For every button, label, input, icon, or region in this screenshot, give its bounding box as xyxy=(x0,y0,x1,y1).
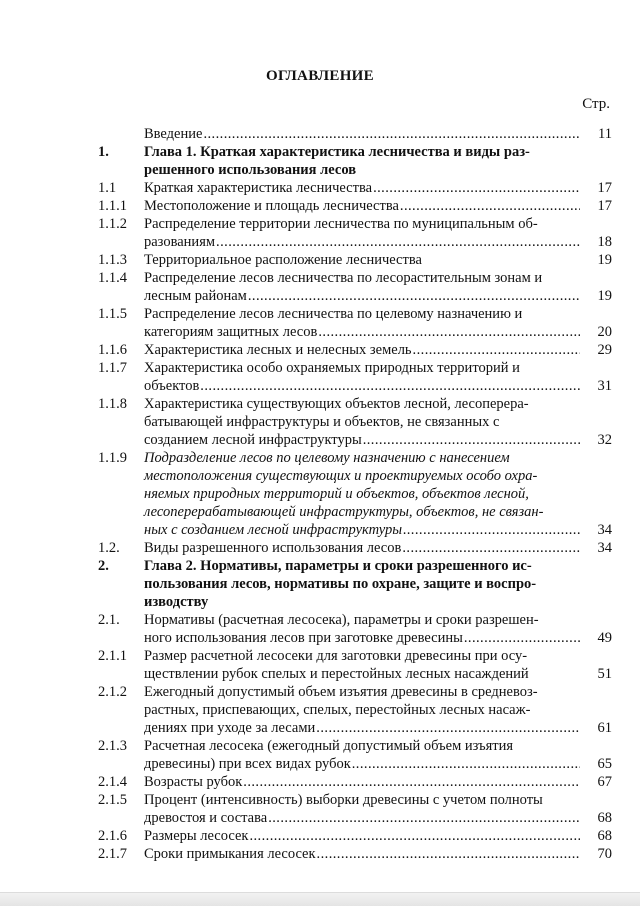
toc-entry-line: решенного использования лесов xyxy=(144,162,357,178)
toc-entry-line: няемых природных территорий и объектов, объектов лесной, xyxy=(144,486,529,502)
toc-entry-page: 29 xyxy=(597,342,612,358)
toc-entry-line: Краткая характеристика лесничества . . . xyxy=(144,179,580,197)
toc-entry-line: ного использования лесов при заготовке древесины . . . xyxy=(144,629,580,647)
toc-entry-page: 65 xyxy=(597,756,612,772)
toc-entry-title xyxy=(144,845,586,863)
dot-leader xyxy=(318,323,580,341)
toc-entry-title xyxy=(144,611,586,647)
toc-entry-title xyxy=(144,143,586,179)
toc-entry-title xyxy=(144,215,586,251)
toc-entry-line: Ежегодный допустимый объем изъятия древесины в средневоз- xyxy=(144,684,538,700)
toc-entry[interactable] xyxy=(98,737,612,773)
dot-leader xyxy=(249,827,580,845)
toc-entry-number: 2. xyxy=(98,558,109,574)
toc-entry-title xyxy=(144,341,586,359)
page-column-header: Стр. xyxy=(582,96,610,112)
toc-entry-number: 2.1.2 xyxy=(98,684,127,700)
toc-entry-line: древостоя и состава . . . xyxy=(144,809,580,827)
toc-entry[interactable] xyxy=(98,179,612,197)
toc-entry-title xyxy=(144,539,586,557)
toc-entry-title xyxy=(144,683,586,737)
toc-entry-line: местоположения существующих и проектируемых особо охра- xyxy=(144,468,538,484)
toc-entry-page: 68 xyxy=(597,828,612,844)
dot-leader xyxy=(216,233,580,251)
toc-entry-line: Процент (интенсивность) выборки древесины с учетом полноты xyxy=(144,792,543,808)
toc-entry-line: Территориальное расположение лесничества xyxy=(144,252,422,268)
toc-entry-line: Возрасты рубок . . . xyxy=(144,773,580,791)
toc-entry-page: 20 xyxy=(597,324,612,340)
toc-entry-line: ных с созданием лесной инфраструктуры . . . xyxy=(144,521,580,539)
toc-entry-number: 2.1.1 xyxy=(98,648,127,664)
toc-entry-number: 2.1.4 xyxy=(98,774,127,790)
toc-entry-title xyxy=(144,395,586,449)
toc-entry-page: 49 xyxy=(597,630,612,646)
toc-entry[interactable] xyxy=(98,449,612,539)
toc-entry-line: созданием лесной инфраструктуры . . . xyxy=(144,431,580,449)
toc-entry-title xyxy=(144,737,586,773)
toc-entry-title xyxy=(144,449,586,539)
toc-entry-page: 32 xyxy=(597,432,612,448)
toc-entry-number: 1.1.8 xyxy=(98,396,127,412)
toc-entry-title xyxy=(144,269,586,305)
toc-entry-title xyxy=(144,251,586,269)
toc-entry-line: древесины) при всех видах рубок . . . xyxy=(144,755,580,773)
toc-entry-page: 67 xyxy=(597,774,612,790)
dot-leader xyxy=(400,197,580,215)
toc-entry-line: Распределение лесов лесничества по целевому назначению и xyxy=(144,306,523,322)
toc-entry-page: 31 xyxy=(597,378,612,394)
toc-entry-line: пользования лесов, нормативы по охране, защите и воспро- xyxy=(144,576,537,592)
toc-entry-line: категориям защитных лесов . . . xyxy=(144,323,580,341)
dot-leader xyxy=(403,521,580,539)
toc-entry-page: 19 xyxy=(597,252,612,268)
toc-entry-line: ществлении рубок спелых и перестойных лесных насаждений xyxy=(144,666,529,682)
page-title: ОГЛАВЛЕНИЕ xyxy=(266,68,374,85)
toc-entry-page: 19 xyxy=(597,288,612,304)
toc-entry[interactable] xyxy=(98,341,612,359)
toc-entry[interactable] xyxy=(98,359,612,395)
toc-entry-line: разованиям . . . xyxy=(144,233,580,251)
toc-entry-line: Сроки примыкания лесосек . . . xyxy=(144,845,580,863)
toc-entry-number: 1.2. xyxy=(98,540,120,556)
toc-entry-title xyxy=(144,305,586,341)
toc-entry[interactable] xyxy=(98,845,612,863)
toc-entry-page: 34 xyxy=(597,522,612,538)
toc-entry[interactable] xyxy=(98,197,612,215)
toc-entry-title xyxy=(144,791,586,827)
toc-entry-line: Размеры лесосек . . . xyxy=(144,827,580,845)
dot-leader xyxy=(243,773,580,791)
dot-leader xyxy=(373,179,580,197)
toc-entry-title xyxy=(144,197,586,215)
dot-leader xyxy=(352,755,580,773)
toc-entry-line: Глава 1. Краткая характеристика лесничества и виды раз- xyxy=(144,144,530,160)
toc-entry-number: 2.1.7 xyxy=(98,846,127,862)
toc-entry-line: Характеристика существующих объектов лесной, лесоперера- xyxy=(144,396,529,412)
toc-entry[interactable] xyxy=(98,791,612,827)
toc-entry-number: 1.1.5 xyxy=(98,306,127,322)
toc-entry-line: лесоперерабатывающей инфраструктуры, объектов, не связан- xyxy=(144,504,544,520)
toc-entry-page: 61 xyxy=(597,720,612,736)
toc-entry-number: 1.1.3 xyxy=(98,252,127,268)
toc-entry-number: 1.1.1 xyxy=(98,198,127,214)
toc-entry-line: Распределение лесов лесничества по лесорастительным зонам и xyxy=(144,270,543,286)
toc-entry-number: 1.1.4 xyxy=(98,270,127,286)
toc-entry-page: 11 xyxy=(598,126,612,142)
toc-entry-number: 1.1.7 xyxy=(98,360,127,376)
toc-entry-line: дениях при уходе за лесами . . . xyxy=(144,719,580,737)
toc-entry[interactable] xyxy=(98,773,612,791)
toc-entry[interactable] xyxy=(98,827,612,845)
dot-leader xyxy=(317,845,580,863)
toc-entry-line: Характеристика лесных и нелесных земель . . . xyxy=(144,341,580,359)
toc-entry-number: 2.1.5 xyxy=(98,792,127,808)
toc-entry[interactable] xyxy=(98,251,612,269)
toc-entry-page: 17 xyxy=(597,198,612,214)
toc-entry-title xyxy=(144,827,586,845)
toc-entry-line: растных, приспевающих, спелых, перестойных лесных насаж- xyxy=(144,702,531,718)
toc-entry-line: Глава 2. Нормативы, параметры и сроки разрешенного ис- xyxy=(144,558,532,574)
toc-entry-page: 34 xyxy=(597,540,612,556)
table-of-contents xyxy=(98,125,612,863)
toc-entry[interactable] xyxy=(98,539,612,557)
toc-entry[interactable] xyxy=(98,215,612,251)
toc-entry-line: Нормативы (расчетная лесосека), параметры и сроки разрешен- xyxy=(144,612,539,628)
dot-leader xyxy=(363,431,580,449)
toc-entry[interactable] xyxy=(98,125,612,143)
toc-entry-number: 2.1. xyxy=(98,612,120,628)
toc-entry[interactable] xyxy=(98,611,612,647)
toc-entry[interactable] xyxy=(98,683,612,737)
toc-entry-number: 1.1.9 xyxy=(98,450,127,466)
toc-entry-number: 2.1.3 xyxy=(98,738,127,754)
toc-entry-line: Введение . . . xyxy=(144,125,580,143)
dot-leader xyxy=(200,377,580,395)
toc-entry-line: Расчетная лесосека (ежегодный допустимый объем изъятия xyxy=(144,738,514,754)
toc-entry-title xyxy=(144,773,586,791)
toc-entry-number: 1. xyxy=(98,144,109,160)
toc-entry-number: 1.1 xyxy=(98,180,117,196)
dot-leader xyxy=(248,287,580,305)
toc-entry[interactable] xyxy=(98,269,612,305)
dot-leader xyxy=(203,125,580,143)
toc-entry[interactable] xyxy=(98,647,612,683)
dot-leader xyxy=(464,629,580,647)
page-bottom-edge xyxy=(0,892,640,906)
toc-entry-line: Характеристика особо охраняемых природных территорий и xyxy=(144,360,520,376)
dot-leader xyxy=(413,341,580,359)
toc-entry[interactable] xyxy=(98,305,612,341)
dot-leader xyxy=(402,539,580,557)
toc-entry-line: батывающей инфраструктуры и объектов, не связанных с xyxy=(144,414,500,430)
toc-entry-page: 51 xyxy=(597,666,612,682)
dot-leader xyxy=(316,719,580,737)
toc-entry-line: лесным районам . . . xyxy=(144,287,580,305)
toc-entry-title xyxy=(144,359,586,395)
toc-entry-page: 70 xyxy=(597,846,612,862)
toc-entry-line: Виды разрешенного использования лесов . . . xyxy=(144,539,580,557)
toc-entry-title xyxy=(144,557,586,611)
toc-entry-line: Распределение территории лесничества по муниципальным об- xyxy=(144,216,538,232)
toc-entry[interactable] xyxy=(98,143,612,179)
dot-leader xyxy=(268,809,580,827)
toc-entry-line: объектов . . . xyxy=(144,377,580,395)
toc-entry-title xyxy=(144,179,586,197)
toc-entry-page: 18 xyxy=(597,234,612,250)
toc-entry-number: 1.1.6 xyxy=(98,342,127,358)
toc-entry-line: Местоположение и площадь лесничества . . . xyxy=(144,197,580,215)
toc-entry[interactable] xyxy=(98,557,612,611)
toc-entry-line: изводству xyxy=(144,594,209,610)
toc-entry-title xyxy=(144,125,586,143)
toc-entry[interactable] xyxy=(98,395,612,449)
toc-entry-page: 68 xyxy=(597,810,612,826)
toc-entry-number: 1.1.2 xyxy=(98,216,127,232)
toc-entry-page: 17 xyxy=(597,180,612,196)
toc-entry-line: Размер расчетной лесосеки для заготовки древесины при осу- xyxy=(144,648,528,664)
toc-entry-number: 2.1.6 xyxy=(98,828,127,844)
toc-entry-line: Подразделение лесов по целевому назначению с нанесением xyxy=(144,450,510,466)
toc-entry-title xyxy=(144,647,586,683)
